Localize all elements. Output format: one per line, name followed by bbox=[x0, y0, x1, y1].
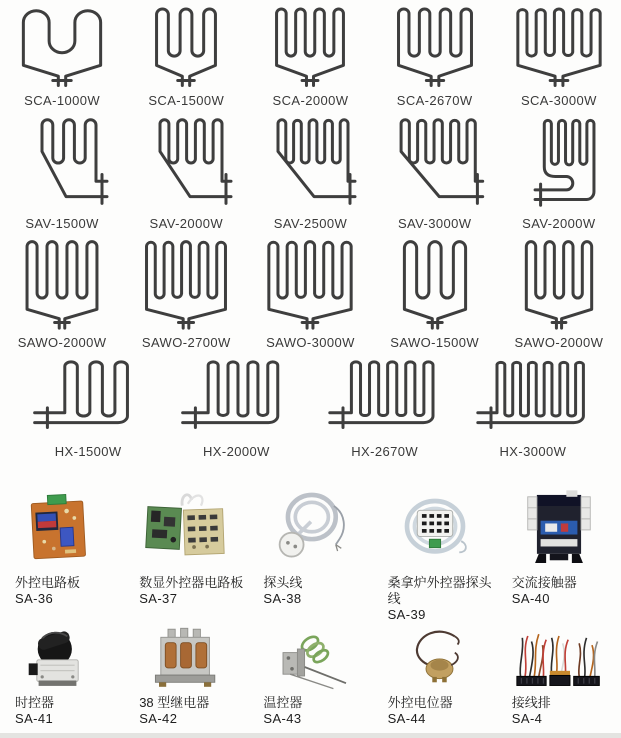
component-label bbox=[15, 575, 124, 607]
heater-drawing-sawo-2000w-b bbox=[516, 236, 602, 330]
component-code: SA-42 bbox=[139, 711, 178, 726]
component-item bbox=[0, 623, 124, 727]
heater-item bbox=[390, 236, 480, 350]
component-name: 时控器 bbox=[15, 695, 55, 710]
component-name: 探头线 bbox=[263, 575, 303, 590]
heater-label: SAWO-1500W bbox=[390, 335, 480, 350]
heater-drawing-sca-1500w bbox=[140, 4, 232, 88]
photo-sa-36 bbox=[0, 485, 124, 571]
component-name: 外控电位器 bbox=[387, 695, 453, 710]
photo-sa-45 bbox=[497, 623, 621, 691]
heater-label: SAV-3000W bbox=[397, 216, 472, 231]
component-code: SA-4 bbox=[511, 711, 543, 726]
heater-item bbox=[515, 236, 604, 350]
component-item bbox=[124, 485, 248, 623]
component-item bbox=[373, 623, 497, 727]
heater-label: SAV-2500W bbox=[273, 216, 348, 231]
photo-sa-40 bbox=[497, 485, 621, 571]
heater-item bbox=[387, 4, 483, 108]
component-item bbox=[248, 485, 372, 623]
component-label bbox=[15, 695, 124, 727]
heater-item bbox=[473, 357, 593, 459]
heater-drawing-sav-1500w bbox=[12, 115, 112, 211]
photo-sa-42 bbox=[124, 623, 248, 691]
component-label bbox=[512, 575, 621, 607]
component-label bbox=[512, 695, 621, 727]
heater-drawing-sav-2000w-hook bbox=[513, 115, 605, 211]
photo-sa-41 bbox=[0, 623, 124, 691]
component-label bbox=[139, 695, 248, 727]
heater-drawing-sca-2670w bbox=[387, 4, 483, 88]
heater-item bbox=[510, 4, 608, 108]
heater-drawing-sav-2500w bbox=[260, 115, 360, 211]
component-item bbox=[497, 623, 621, 727]
heater-label: HX-2000W bbox=[202, 444, 270, 459]
heater-row-sca bbox=[0, 4, 621, 108]
component-code: SA-36 bbox=[15, 591, 54, 606]
heater-label: HX-3000W bbox=[499, 444, 567, 459]
component-label bbox=[263, 575, 372, 607]
heater-label: SAWO-2000W bbox=[514, 335, 604, 350]
heater-item bbox=[16, 236, 108, 350]
heater-drawing-sca-3000w bbox=[510, 4, 608, 88]
heater-item bbox=[140, 4, 232, 108]
component-code: SA-41 bbox=[15, 711, 54, 726]
heater-drawing-hx-3000w bbox=[473, 357, 593, 439]
heater-drawing-sca-1000w bbox=[16, 4, 108, 88]
heater-drawing-sav-2000w bbox=[136, 115, 236, 211]
heater-drawing-sawo-2700w bbox=[139, 236, 233, 330]
heater-drawing-hx-2000w bbox=[178, 357, 294, 439]
component-name: 温控器 bbox=[263, 695, 303, 710]
heater-item bbox=[260, 115, 360, 231]
photo-sa-44 bbox=[373, 623, 497, 691]
photo-sa-43 bbox=[248, 623, 372, 691]
component-name: 接线排 bbox=[511, 695, 551, 710]
component-name: 交流接触器 bbox=[511, 575, 577, 590]
component-name: 数显外控器电路板 bbox=[139, 575, 244, 590]
component-code: SA-43 bbox=[263, 711, 302, 726]
heater-drawing-sav-3000w bbox=[382, 115, 488, 211]
heater-drawing-hx-1500w bbox=[30, 357, 146, 439]
heater-item bbox=[513, 115, 605, 231]
heater-item bbox=[16, 4, 108, 108]
page-bottom-strip bbox=[0, 733, 621, 738]
heater-label: SAV-1500W bbox=[25, 216, 99, 231]
heater-label: SCA-2670W bbox=[396, 93, 473, 108]
heater-item bbox=[136, 115, 236, 231]
heater-label: SAWO-2000W bbox=[17, 335, 107, 350]
heater-drawing-sawo-3000w bbox=[261, 236, 359, 330]
component-item bbox=[248, 623, 372, 727]
photo-sa-38 bbox=[248, 485, 372, 571]
component-label bbox=[388, 575, 497, 623]
heater-row-hx bbox=[0, 357, 621, 459]
heater-label: SAV-2000W bbox=[149, 216, 223, 231]
heater-item bbox=[261, 236, 359, 350]
component-label bbox=[263, 695, 372, 727]
heater-item bbox=[30, 357, 146, 459]
component-label bbox=[388, 695, 497, 727]
component-code: SA-40 bbox=[511, 591, 550, 606]
photo-sa-39 bbox=[373, 485, 497, 571]
heater-item bbox=[325, 357, 445, 459]
heater-drawing-sawo-1500w bbox=[390, 236, 480, 330]
component-name: 外控电路板 bbox=[15, 575, 81, 590]
heater-item bbox=[382, 115, 488, 231]
component-item bbox=[497, 485, 621, 623]
component-name: 38 型继电器 bbox=[139, 695, 210, 710]
heater-drawing-hx-2670w bbox=[325, 357, 445, 439]
heater-label: SAWO-3000W bbox=[266, 335, 355, 350]
heater-item bbox=[266, 4, 354, 108]
component-code: SA-39 bbox=[387, 607, 426, 622]
component-item bbox=[0, 485, 124, 623]
section-spacer bbox=[0, 459, 621, 485]
heater-drawing-sca-2000w bbox=[266, 4, 354, 88]
component-item bbox=[373, 485, 497, 623]
component-row-2 bbox=[0, 623, 621, 727]
heater-row-sav bbox=[0, 115, 621, 231]
heater-label: SCA-1500W bbox=[148, 93, 225, 108]
component-row-1 bbox=[0, 485, 621, 623]
component-code: SA-38 bbox=[263, 591, 302, 606]
heater-label: SCA-1000W bbox=[24, 93, 101, 108]
heater-row-sawo bbox=[0, 236, 621, 350]
heater-label: SCA-3000W bbox=[520, 93, 597, 108]
heater-label: SCA-2000W bbox=[272, 93, 349, 108]
component-code: SA-37 bbox=[139, 591, 178, 606]
photo-sa-37 bbox=[124, 485, 248, 571]
heater-item bbox=[178, 357, 294, 459]
component-code: SA-44 bbox=[387, 711, 426, 726]
heater-label: SAWO-2700W bbox=[141, 335, 231, 350]
heater-label: HX-2670W bbox=[351, 444, 419, 459]
heater-item bbox=[12, 115, 112, 231]
component-label bbox=[139, 575, 248, 607]
component-name: 桑拿炉外控器探头线 bbox=[387, 575, 492, 606]
component-item bbox=[124, 623, 248, 727]
heater-item bbox=[139, 236, 233, 350]
heater-drawing-sawo-2000w bbox=[16, 236, 108, 330]
heater-label: HX-1500W bbox=[54, 444, 122, 459]
heater-label: SAV-2000W bbox=[522, 216, 596, 231]
